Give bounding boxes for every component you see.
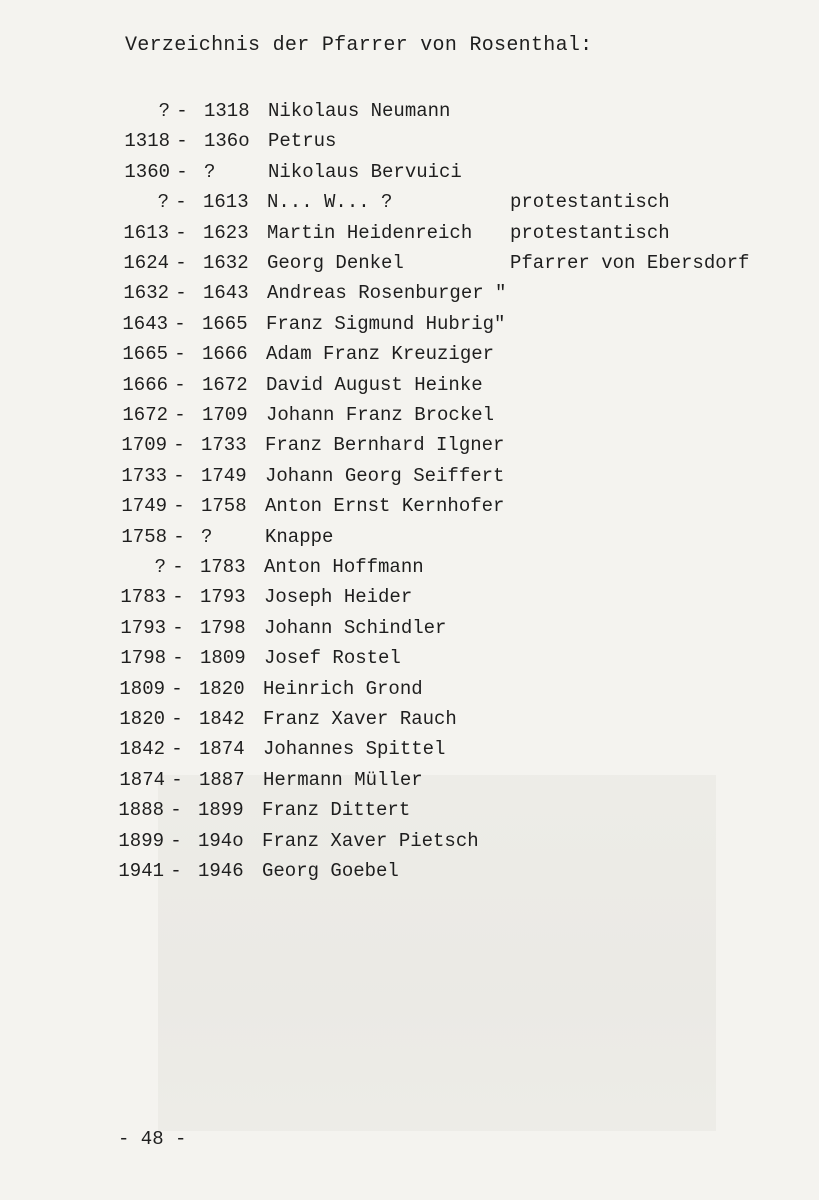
pastor-dash: - (171, 768, 183, 791)
pastor-to-year: 1672 (202, 373, 248, 396)
pastor-dash: - (171, 708, 183, 730)
pastor-dash: - (172, 556, 184, 578)
pastor-name: Georg Goebel (262, 860, 399, 882)
pastor-row (112, 828, 812, 854)
pastor-row (118, 159, 818, 185)
pastor-name: Anton Hoffmann (264, 556, 424, 578)
pastor-from-year: 1632 (123, 282, 169, 305)
pastor-dash: - (173, 525, 185, 548)
pastor-to-year: 1783 (200, 556, 246, 578)
pastor-name: Andreas Rosenburger " (267, 282, 507, 305)
pastor-row (117, 280, 817, 306)
pastor-from-year: 1842 (119, 738, 165, 761)
pastor-to-year: 1758 (201, 495, 247, 518)
pastor-name: Georg Denkel (267, 252, 404, 274)
pastor-dash: - (175, 191, 187, 214)
pastor-name: Anton Ernst Kernhofer (265, 495, 505, 518)
pastor-name: Hermann Müller (263, 768, 423, 791)
pastor-name: Franz Xaver Rauch (263, 708, 457, 730)
pastor-to-year: 1899 (198, 799, 244, 822)
pastor-dash: - (170, 799, 182, 822)
pastor-name: David August Heinke (266, 373, 483, 396)
pastor-row (115, 524, 815, 550)
pastor-from-year: 1360 (124, 160, 170, 183)
pastor-dash: - (172, 616, 184, 639)
pastor-note: protestantisch (510, 191, 670, 214)
pastor-dash: - (170, 829, 182, 852)
pastor-to-year: 1887 (199, 768, 245, 791)
pastor-to-year: 1709 (202, 404, 248, 426)
pastor-note: Pfarrer von Ebersdorf (510, 252, 750, 274)
page-number: - 48 - (118, 1128, 187, 1150)
pastor-from-year: 1318 (124, 130, 170, 153)
pastor-row (113, 706, 813, 732)
pastor-row (117, 189, 817, 215)
pastor-row (114, 554, 814, 580)
pastor-dash: - (172, 647, 184, 670)
pastor-from-year: 1733 (121, 464, 167, 487)
pastor-name: Martin Heidenreich (267, 221, 473, 244)
pastor-to-year: 1643 (203, 282, 249, 305)
pastor-name: Knappe (265, 525, 334, 548)
pastor-dash: - (174, 312, 186, 335)
pastor-dash: - (176, 100, 188, 122)
pastor-to-year: 1793 (200, 586, 246, 609)
pastor-name: Johannes Spittel (263, 738, 446, 761)
pastor-to-year: 194o (198, 829, 244, 852)
pastor-name: Franz Sigmund Hubrig" (266, 312, 506, 335)
pastor-from-year: 1749 (121, 495, 167, 518)
pastor-from-year: 1666 (122, 373, 168, 396)
pastor-name: N... W... ? (267, 191, 393, 214)
pastor-row (115, 432, 815, 458)
pastor-dash: - (174, 404, 186, 426)
pastor-note: protestantisch (510, 221, 670, 244)
pastor-to-year: 1946 (198, 860, 244, 882)
pastor-dash: - (174, 343, 186, 366)
pastor-from-year: 1798 (120, 647, 166, 670)
pastor-name: Franz Xaver Pietsch (262, 829, 479, 852)
pastor-to-year: 1318 (204, 100, 250, 122)
pastor-from-year: 1899 (118, 829, 164, 852)
pastor-row (114, 615, 814, 641)
pastor-name: Franz Bernhard Ilgner (265, 434, 505, 457)
pastor-name: Joseph Heider (264, 586, 413, 609)
pastor-name: Josef Rostel (264, 647, 401, 670)
pastor-from-year: 1624 (123, 252, 169, 274)
pastor-from-year: 1793 (120, 616, 166, 639)
pastor-to-year: 1874 (199, 738, 245, 761)
pastor-row (113, 676, 813, 702)
pastor-dash: - (175, 221, 187, 244)
pastor-from-year: ? (154, 556, 166, 578)
pastor-row (115, 463, 815, 489)
pastor-name: Johann Schindler (264, 616, 447, 639)
pastor-to-year: 1749 (201, 464, 247, 487)
pastor-row (112, 858, 812, 884)
pastor-from-year: 1941 (118, 860, 164, 882)
pastor-to-year: 1666 (202, 343, 248, 366)
pastor-dash: - (175, 252, 187, 274)
pastor-row (116, 341, 816, 367)
pastor-row (114, 645, 814, 671)
pastor-from-year: 1874 (119, 768, 165, 791)
pastor-to-year: 1733 (201, 434, 247, 457)
pastor-row (114, 584, 814, 610)
pastor-from-year: 1665 (122, 343, 168, 366)
pastor-row (116, 311, 816, 337)
pastor-from-year: 1783 (120, 586, 166, 609)
pastor-row (112, 797, 812, 823)
pastor-from-year: 1643 (122, 312, 168, 335)
pastor-row (115, 493, 815, 519)
pastor-row (113, 736, 813, 762)
pastor-name: Nikolaus Neumann (268, 100, 451, 122)
pastor-dash: - (170, 860, 182, 882)
pastor-name: Adam Franz Kreuziger (266, 343, 495, 366)
pastor-to-year: 1809 (200, 647, 246, 670)
pastor-row (118, 98, 818, 124)
pastor-dash: - (173, 464, 185, 487)
pastor-row (116, 402, 816, 428)
pastor-to-year: 1613 (203, 191, 249, 214)
pastor-name: Heinrich Grond (263, 677, 423, 700)
pastor-to-year: 1798 (200, 616, 246, 639)
pastor-from-year: 1613 (123, 221, 169, 244)
pastor-to-year: 1842 (199, 708, 245, 730)
pastor-to-year: 1632 (203, 252, 249, 274)
pastor-from-year: 1809 (119, 677, 165, 700)
pastor-from-year: ? (157, 191, 169, 214)
pastor-name: Petrus (268, 130, 337, 153)
pastor-from-year: ? (158, 100, 170, 122)
pastor-name: Johann Franz Brockel (266, 404, 495, 426)
pastor-row (116, 372, 816, 398)
pastor-dash: - (174, 373, 186, 396)
pastor-dash: - (173, 495, 185, 518)
pastor-from-year: 1709 (121, 434, 167, 457)
pastor-from-year: 1758 (121, 525, 167, 548)
pastor-name: Nikolaus Bervuici (268, 160, 462, 183)
pastor-dash: - (171, 677, 183, 700)
pastor-to-year: ? (201, 525, 213, 548)
pastor-name: Franz Dittert (262, 799, 411, 822)
pastor-dash: - (173, 434, 185, 457)
pastor-dash: - (175, 282, 187, 305)
pastor-dash: - (176, 130, 188, 153)
pastor-from-year: 1672 (122, 404, 168, 426)
document-title: Verzeichnis der Pfarrer von Rosenthal: (125, 34, 593, 57)
pastor-to-year: ? (204, 160, 216, 183)
pastor-to-year: 1623 (203, 221, 249, 244)
pastor-from-year: 1888 (118, 799, 164, 822)
pastor-to-year: 1820 (199, 677, 245, 700)
pastor-row (113, 767, 813, 793)
pastor-dash: - (176, 160, 188, 183)
pastor-row (117, 250, 817, 276)
pastor-to-year: 1665 (202, 312, 248, 335)
pastor-to-year: 136o (204, 130, 250, 153)
pastor-row (117, 220, 817, 246)
pastor-row (118, 128, 818, 154)
pastor-dash: - (172, 586, 184, 609)
pastor-name: Johann Georg Seiffert (265, 464, 505, 487)
pastor-from-year: 1820 (119, 708, 165, 730)
pastor-dash: - (171, 738, 183, 761)
